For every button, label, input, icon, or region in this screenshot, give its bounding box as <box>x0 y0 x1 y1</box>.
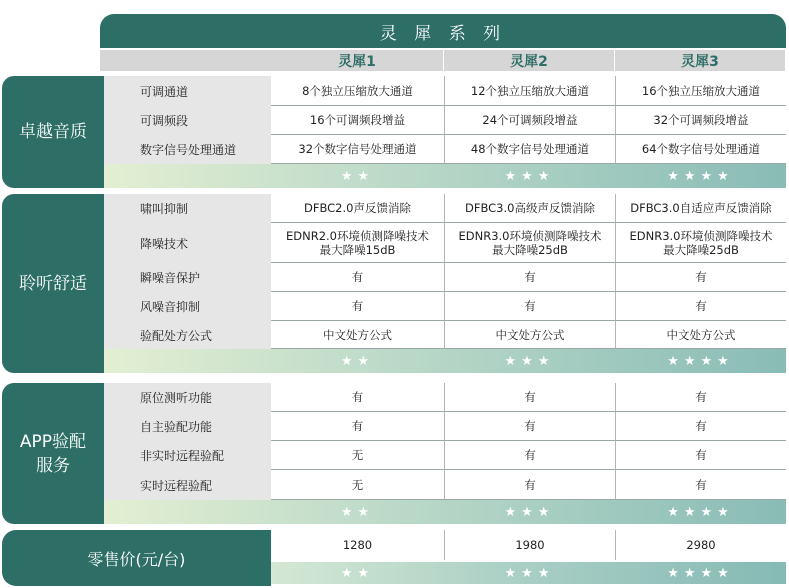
star-rating: ★★ <box>340 565 375 581</box>
row-label: 实时远程验配 <box>104 470 271 500</box>
price-value: 1980 <box>444 530 615 560</box>
table-cell: 有 <box>444 263 615 292</box>
row-label: 原位测听功能 <box>104 383 271 412</box>
table-cell: EDNR3.0环境侦测降噪技术 最大降噪25dB <box>444 223 615 263</box>
rating-band <box>104 500 786 524</box>
section-label: 卓越音质 <box>2 76 104 188</box>
row-label: 可调通道 <box>104 76 271 106</box>
table-cell: 有 <box>444 292 615 321</box>
table-cell: 有 <box>444 441 615 470</box>
table-cell: DFBC2.0声反馈消除 <box>271 194 444 223</box>
table-cell: 有 <box>615 412 786 441</box>
table-cell: 有 <box>615 263 786 292</box>
row-label: 风噪音抑制 <box>104 292 271 321</box>
table-cell: 16个可调频段增益 <box>271 106 444 135</box>
table-cell: 48个数字信号处理通道 <box>444 135 615 164</box>
star-rating: ★★ <box>340 353 375 369</box>
model-header-1: 灵犀1 <box>271 50 443 71</box>
star-rating: ★★★★ <box>667 168 734 184</box>
star-rating: ★★★★ <box>667 353 734 369</box>
row-label: 非实时远程验配 <box>104 441 271 470</box>
star-rating: ★★★ <box>504 504 555 520</box>
table-cell: 64个数字信号处理通道 <box>615 135 786 164</box>
row-label: 数字信号处理通道 <box>104 135 271 164</box>
table-cell: 有 <box>615 441 786 470</box>
table-cell: DFBC3.0高级声反馈消除 <box>444 194 615 223</box>
row-label: 可调频段 <box>104 106 271 135</box>
table-cell: 16个独立压缩放大通道 <box>615 76 786 106</box>
price-rating-band <box>271 562 786 584</box>
table-cell: 32个数字信号处理通道 <box>271 135 444 164</box>
table-cell: 有 <box>444 383 615 412</box>
table-cell: 有 <box>444 470 615 500</box>
star-rating: ★★ <box>340 504 375 520</box>
table-cell: 有 <box>271 263 444 292</box>
model-header-3: 灵犀3 <box>615 50 785 71</box>
table-cell: EDNR2.0环境侦测降噪技术 最大降噪15dB <box>271 223 444 263</box>
table-cell: 24个可调频段增益 <box>444 106 615 135</box>
table-cell: 中文处方公式 <box>615 321 786 349</box>
table-cell: 32个可调频段增益 <box>615 106 786 135</box>
table-cell: 无 <box>271 470 444 500</box>
table-cell: DFBC3.0自适应声反馈消除 <box>615 194 786 223</box>
star-rating: ★★★ <box>504 168 555 184</box>
rating-band <box>104 349 786 373</box>
price-value: 1280 <box>271 530 444 560</box>
star-rating: ★★★★ <box>667 565 734 581</box>
price-label: 零售价(元/台) <box>2 530 271 586</box>
table-cell: 中文处方公式 <box>271 321 444 349</box>
rating-band <box>104 164 786 188</box>
table-title: 灵 犀 系 列 <box>100 14 786 48</box>
table-cell: 无 <box>271 441 444 470</box>
section-label: APP验配 服务 <box>2 383 104 524</box>
table-cell: 12个独立压缩放大通道 <box>444 76 615 106</box>
price-value: 2980 <box>615 530 786 560</box>
table-cell: 有 <box>271 383 444 412</box>
star-rating: ★★★★ <box>667 504 734 520</box>
table-cell: 有 <box>271 412 444 441</box>
section-label: 聆听舒适 <box>2 194 104 373</box>
table-cell: 有 <box>271 292 444 321</box>
star-rating: ★★★ <box>504 353 555 369</box>
table-cell: 有 <box>615 470 786 500</box>
table-cell: 有 <box>615 292 786 321</box>
table-cell: 有 <box>615 383 786 412</box>
header-spacer <box>100 50 271 71</box>
star-rating: ★★★ <box>504 565 555 581</box>
table-cell: 中文处方公式 <box>444 321 615 349</box>
star-rating: ★★ <box>340 168 375 184</box>
model-header-2: 灵犀2 <box>444 50 614 71</box>
row-label: 降噪技术 <box>104 223 271 263</box>
row-label: 自主验配功能 <box>104 412 271 441</box>
row-label: 瞬噪音保护 <box>104 263 271 292</box>
table-cell: 8个独立压缩放大通道 <box>271 76 444 106</box>
table-cell: 有 <box>444 412 615 441</box>
row-label: 验配处方公式 <box>104 321 271 349</box>
row-label: 啸叫抑制 <box>104 194 271 223</box>
table-cell: EDNR3.0环境侦测降噪技术 最大降噪25dB <box>615 223 786 263</box>
